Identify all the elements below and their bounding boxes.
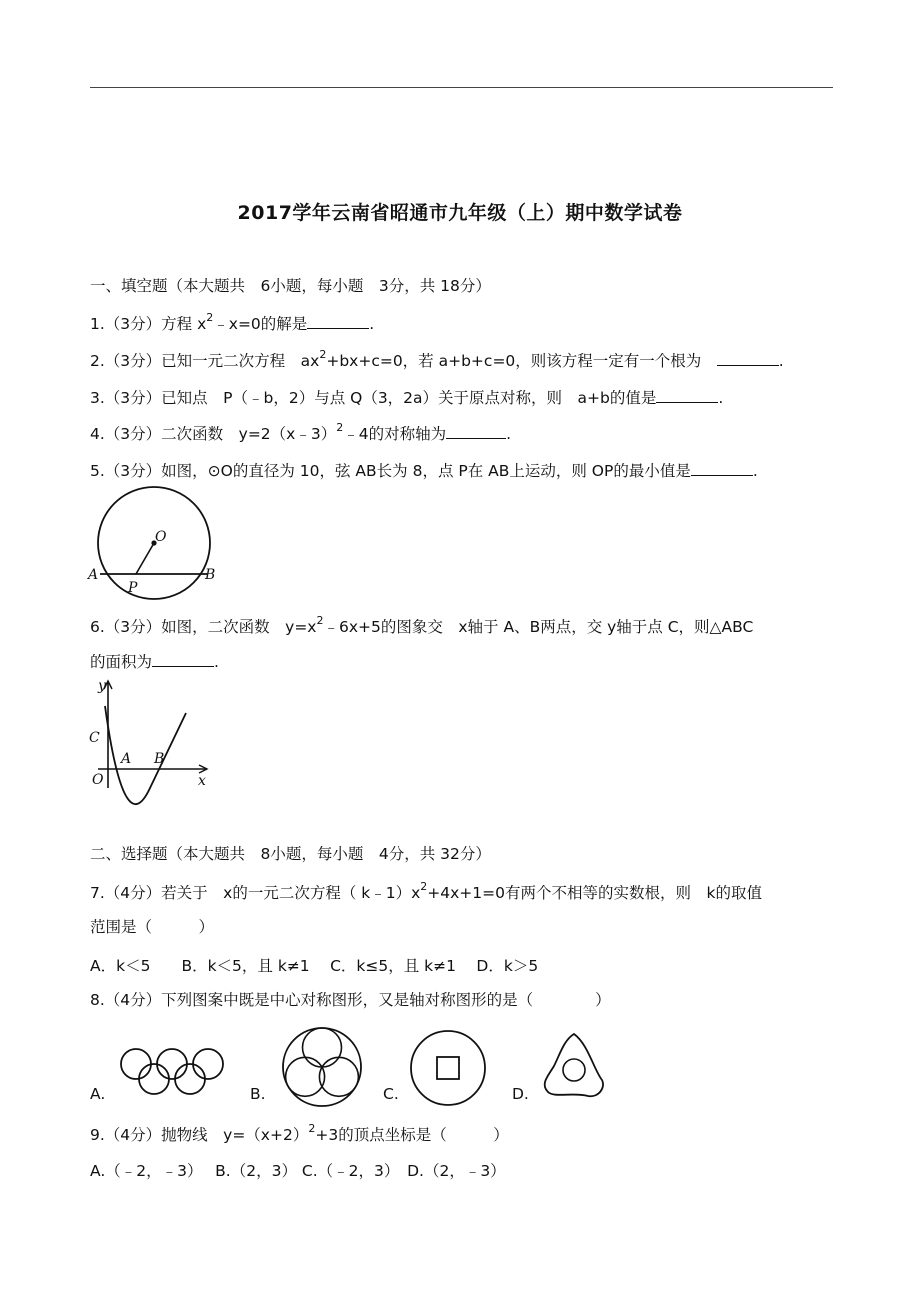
ring — [121, 1049, 151, 1079]
q1-text-post: ﹣x=0的解是 — [213, 315, 308, 333]
q4-answer-blank[interactable] — [446, 424, 506, 439]
q7-text: 7.（4分）若关于 x的一元二次方程（ k﹣1）x — [90, 884, 421, 902]
label-y: y — [98, 678, 106, 694]
q2-exponent: 2 — [319, 348, 327, 361]
q6-answer-blank[interactable] — [152, 652, 214, 667]
q7-text-post: +4x+1=0有两个不相等的实数根，则 k的取值 — [427, 884, 762, 902]
q7-exponent: 2 — [420, 880, 428, 893]
q2-answer-blank[interactable] — [717, 351, 779, 366]
parabola-curve — [105, 706, 186, 804]
q6-text: 6.（3分）如图，二次函数 y=x — [90, 618, 317, 636]
q9-text-post: +3的顶点坐标是（ ） — [315, 1126, 509, 1144]
label-b: B — [205, 567, 216, 583]
question-9-options[interactable]: A.（﹣2，﹣3） B.（2，3） C.（﹣2，3） D.（2，﹣3） — [90, 1162, 506, 1180]
q6-period: . — [214, 653, 219, 671]
segment-op — [136, 543, 154, 574]
q5-period: . — [752, 462, 758, 480]
label-a: A — [88, 567, 99, 583]
question-7-options[interactable]: A．k＜5 B．k＜5，且 k≠1 C．k≤5，且 k≠1 D．k＞5 — [90, 957, 539, 975]
question-7-line-2: 范围是（ ） — [90, 918, 215, 936]
q8-figure-d[interactable] — [540, 1030, 608, 1102]
q2-text-post: +bx+c=0，若 a+b+c=0，则该方程一定有一个根为 — [326, 352, 717, 370]
label-a: A — [121, 751, 132, 767]
question-1 — [90, 311, 375, 336]
q8-option-a-label[interactable]: A. — [90, 1085, 106, 1103]
q5-answer-blank[interactable] — [691, 461, 753, 476]
section-1-heading: 一、填空题（本大题共 6小题，每小题 3分，共 18分） — [90, 277, 491, 295]
ring — [139, 1064, 169, 1094]
q6-text-line2: 的面积为 — [90, 653, 153, 671]
label-o: O — [155, 529, 167, 545]
question-2 — [90, 348, 784, 373]
label-p: P — [128, 580, 138, 596]
q4-text: 4.（3分）二次函数 y=2（x﹣3） — [90, 425, 337, 443]
question-3 — [90, 388, 723, 408]
ring — [157, 1049, 187, 1079]
trefoil-loops — [545, 1034, 603, 1096]
coin-circle — [411, 1031, 485, 1105]
question-8: 8.（4分）下列图案中既是中心对称图形，又是轴对称图形的是（ ） — [90, 991, 611, 1009]
label-b: B — [154, 751, 165, 767]
q8-option-c-label[interactable]: C. — [383, 1085, 399, 1103]
q8-figure-a[interactable] — [117, 1047, 229, 1099]
question-4 — [90, 421, 512, 446]
q1-answer-blank[interactable] — [307, 314, 369, 329]
header-rule — [90, 87, 833, 88]
q8-figure-b[interactable] — [280, 1025, 364, 1109]
page-title: 2017学年云南省昭通市九年级（上）期中数学试卷 — [237, 202, 683, 224]
q5-text: 5.（3分）如图，⊙O的直径为 10，弦 AB长为 8，点 P在 AB上运动，则 OP的最小值是 — [90, 462, 691, 480]
q2-text: 2.（3分）已知一元二次方程 ax — [90, 352, 320, 370]
square-hole — [437, 1057, 459, 1079]
trefoil-circle — [563, 1059, 585, 1081]
q4-text-post: ﹣4的对称轴为 — [343, 425, 447, 443]
q6-parabola-figure — [86, 676, 216, 796]
question-9 — [90, 1122, 509, 1147]
question-5 — [90, 461, 758, 481]
q8-option-b-label[interactable]: B. — [250, 1085, 266, 1103]
inner-arc — [303, 1028, 342, 1067]
q1-text: 1.（3分）方程 x — [90, 315, 207, 333]
q5-circle-figure — [86, 484, 221, 602]
section-2-heading: 二、选择题（本大题共 8小题，每小题 4分，共 32分） — [90, 845, 491, 863]
q3-answer-blank[interactable] — [656, 388, 718, 403]
label-x: x — [198, 773, 206, 789]
q6-exponent: 2 — [316, 614, 324, 627]
q4-period: . — [506, 425, 512, 443]
q3-period: . — [718, 389, 724, 407]
label-c: C — [89, 730, 100, 746]
ring — [175, 1064, 205, 1094]
label-origin: O — [92, 772, 104, 788]
q1-period: . — [369, 315, 375, 333]
question-7 — [90, 880, 762, 905]
q2-period: . — [778, 352, 784, 370]
q9-text: 9.（4分）抛物线 y=（x+2） — [90, 1126, 309, 1144]
q9-exponent: 2 — [308, 1122, 316, 1135]
q3-text: 3.（3分）已知点 P（﹣b，2）与点 Q（3，2a）关于原点对称，则 a+b的值是 — [90, 389, 657, 407]
q1-exponent: 2 — [206, 311, 214, 324]
ring — [193, 1049, 223, 1079]
q4-exponent: 2 — [336, 421, 344, 434]
q6-text-post: ﹣6x+5的图象交 x轴于 A、B两点，交 y轴于点 C，则△ABC — [323, 618, 754, 636]
q8-option-d-label[interactable]: D. — [512, 1085, 529, 1103]
question-6-line-2 — [90, 652, 219, 672]
q8-figure-c[interactable] — [408, 1028, 488, 1108]
question-6 — [90, 614, 754, 639]
